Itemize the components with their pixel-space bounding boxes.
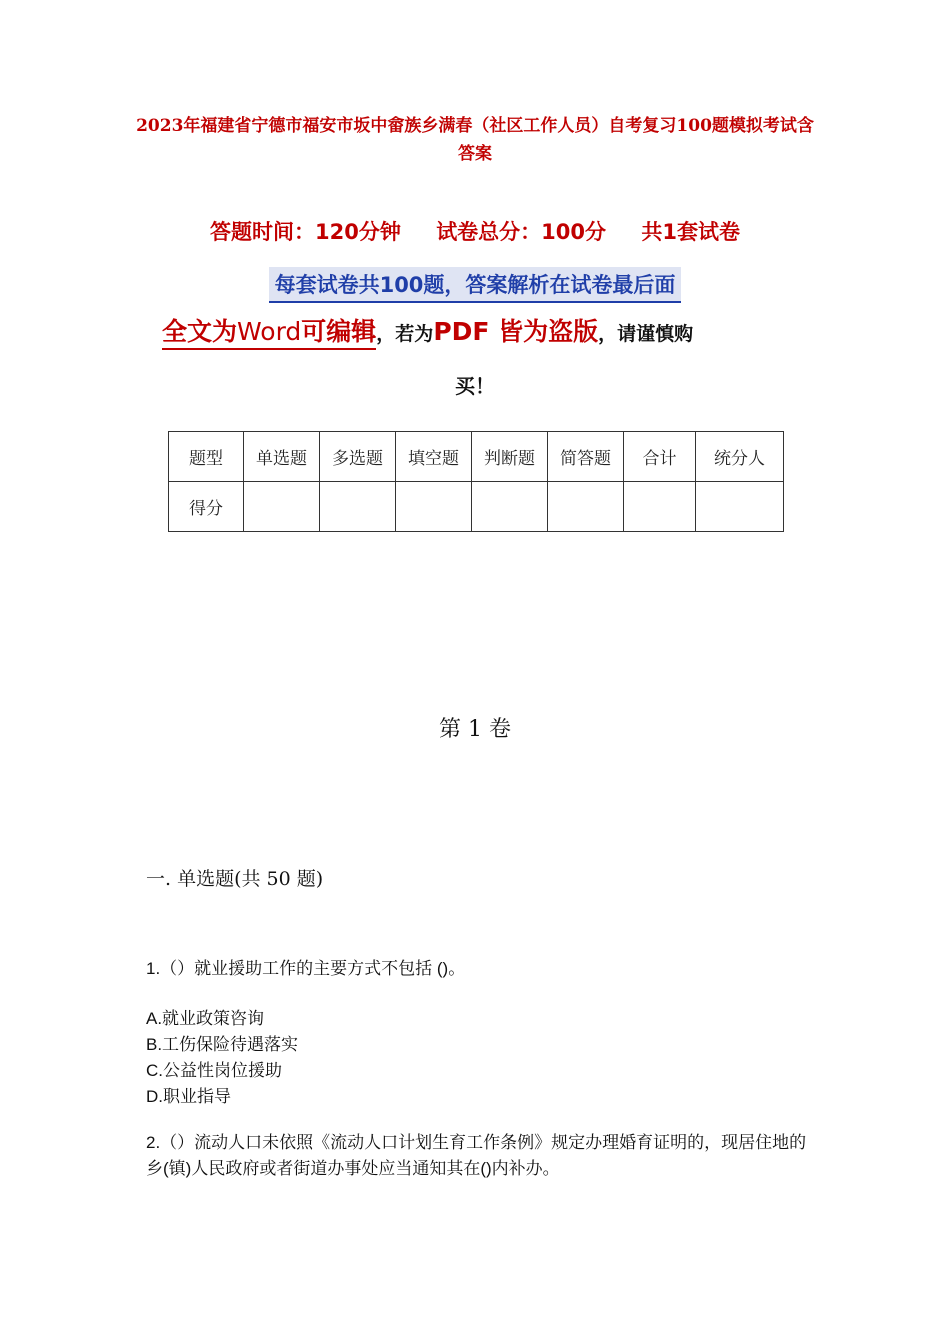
header-cell: 判断题 (472, 432, 548, 482)
score-cell[interactable] (472, 482, 548, 532)
answer-notice-banner (0, 267, 950, 303)
option-d: D.职业指导 (146, 1087, 231, 1106)
answer-notice-text: 每套试卷共100题，答案解析在试卷最后面 (269, 267, 682, 303)
score-cell[interactable] (396, 482, 472, 532)
score-table-score-row (169, 482, 784, 532)
set-count: 共1套试卷 (641, 220, 740, 244)
score-table-header-row (169, 432, 784, 482)
header-cell: 单选题 (244, 432, 320, 482)
question-text: 1.（）就业援助工作的主要方式不包括 ()。 (146, 959, 466, 978)
question-1 (146, 956, 816, 1110)
total-score: 试卷总分：100分 (436, 220, 607, 244)
score-table (168, 431, 784, 532)
score-cell[interactable] (320, 482, 396, 532)
header-cell: 多选题 (320, 432, 396, 482)
option-a: A.就业政策咨询 (146, 1009, 265, 1028)
editable-notice-suffix: 可编辑 (301, 317, 377, 346)
header-cell: 题型 (169, 432, 244, 482)
document-title: 2023年福建省宁德市福安市坂中畲族乡满春（社区工作人员）自考复习100题模拟考试含答案 (136, 116, 814, 164)
score-cell[interactable] (696, 482, 784, 532)
score-cell[interactable] (624, 482, 696, 532)
word-label: Word (237, 317, 302, 346)
part-title: 一. 单选题(共 50 题) (146, 868, 324, 890)
score-cell[interactable] (244, 482, 320, 532)
row-label-cell: 得分 (169, 482, 244, 532)
option-b: B.工伤保险待遇落实 (146, 1035, 299, 1054)
copyright-warning (162, 312, 693, 348)
pdf-piracy-notice: PDF 皆为盗版 (433, 317, 599, 346)
header-cell: 填空题 (396, 432, 472, 482)
editable-notice (162, 317, 376, 350)
warning-comma-1: ，若为 (376, 323, 434, 345)
exam-info (0, 216, 950, 246)
exam-time: 答题时间：120分钟 (210, 220, 401, 244)
copyright-warning-end: 买！ (455, 374, 495, 398)
score-cell[interactable] (548, 482, 624, 532)
question-text: 2.（）流动人口未依照《流动人口计划生育工作条例》规定办理婚育证明的，现居住地的乡(镇)人民政府或者街道办事处应当通知其在()内补办。 (146, 1133, 807, 1178)
editable-notice-prefix: 全文为 (162, 317, 238, 346)
header-cell: 简答题 (548, 432, 624, 482)
option-c: C.公益性岗位援助 (146, 1061, 282, 1080)
volume-title: 第 1 卷 (439, 717, 511, 742)
header-cell: 合计 (624, 432, 696, 482)
warning-comma-2: ，请谨慎购 (598, 323, 694, 345)
question-2 (146, 1130, 816, 1182)
header-cell: 统分人 (696, 432, 784, 482)
